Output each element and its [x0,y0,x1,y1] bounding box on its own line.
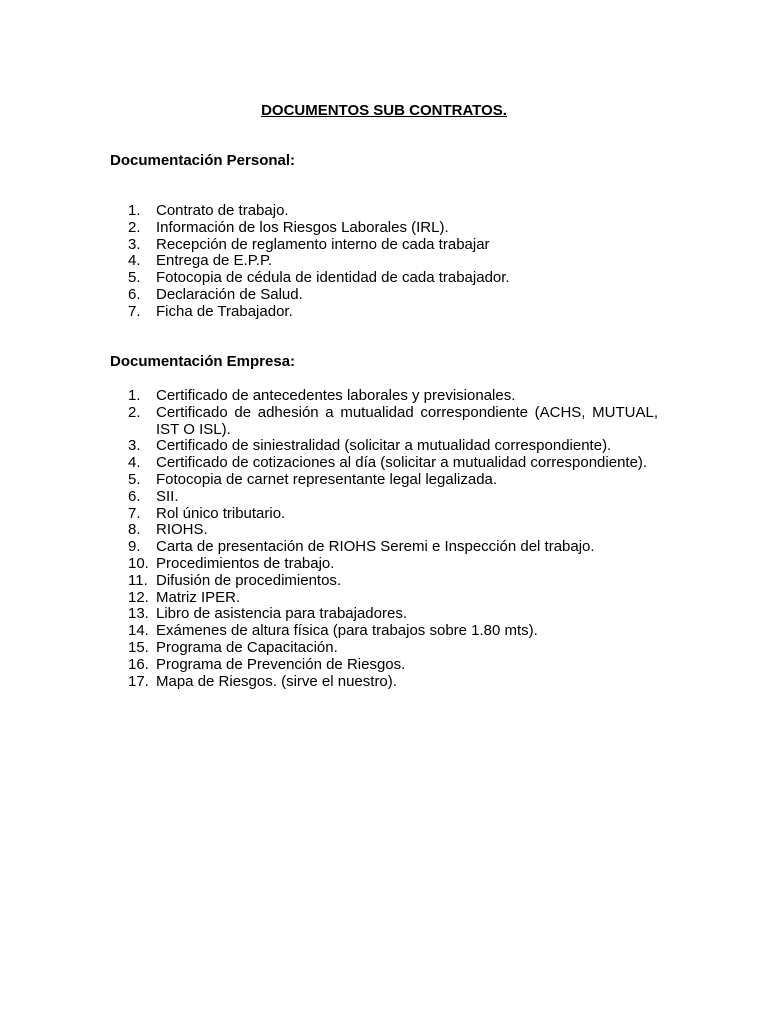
list-item-text: Certificado de cotizaciones al día (solicitar a mutualidad correspondiente). [156,454,648,472]
list-item-number: 6. [128,285,141,303]
list-item-number: 10. [128,554,149,572]
list-item-number: 17. [128,672,149,690]
list-item-number: 11. [128,571,148,589]
list-item-text: Recepción de reglamento interno de cada trabajar [156,235,490,253]
personal-documents-list [128,203,658,321]
list-item [128,287,658,304]
list-item-text: Matriz IPER. [156,588,241,606]
list-item [128,203,658,220]
list-item [128,623,658,640]
list-item-text: Fotocopia de cédula de identidad de cada trabajador. [156,269,510,287]
list-item [128,590,658,607]
list-item-text: Carta de presentación de RIOHS Seremi e Inspección del trabajo. [156,538,595,556]
list-item-number: 14. [128,622,149,640]
list-item-text: Programa de Prevención de Riesgos. [156,655,406,673]
list-item-text: Información de los Riesgos Laborales (IRL). [156,218,449,236]
list-item-number: 7. [128,504,141,522]
list-item-text: Rol único tributario. [156,504,286,522]
list-item-text: Fotocopia de carnet representante legal legalizada. [156,470,498,488]
company-documents-list [128,388,658,690]
list-item-number: 5. [128,269,141,287]
list-item [128,573,658,590]
list-item-text: Certificado de adhesión a mutualidad correspondiente (ACHS, MUTUAL, IST O ISL). [156,403,658,438]
list-item [128,405,658,439]
list-item-number: 1. [128,202,141,219]
list-item [128,657,658,674]
list-item [128,674,658,691]
section-heading-empresa: Documentación Empresa: [110,353,296,370]
list-item-text: Declaración de Salud. [156,285,303,303]
list-item-text: Certificado de siniestralidad (solicitar a mutualidad correspondiente). [156,437,612,455]
list-item [128,606,658,623]
list-item [128,253,658,270]
list-item-number: 8. [128,521,141,539]
list-item [128,640,658,657]
list-item-number: 7. [128,302,141,320]
list-item-text: Ficha de Trabajador. [156,302,293,320]
list-item [128,388,658,405]
list-item-number: 4. [128,252,141,270]
list-item-text: Difusión de procedimientos. [156,571,342,589]
list-item-number: 1. [128,387,141,404]
list-item [128,522,658,539]
list-item-number: 3. [128,235,141,253]
list-item-text: Procedimientos de trabajo. [156,554,335,572]
list-item [128,455,658,472]
list-item [128,506,658,523]
list-item-number: 13. [128,605,149,623]
list-item-text: Exámenes de altura física (para trabajos sobre 1.80 mts). [156,622,538,640]
list-item [128,472,658,489]
list-item-text: Entrega de E.P.P. [156,252,273,270]
list-item [128,270,658,287]
list-item-number: 12. [128,588,149,606]
list-item [128,539,658,556]
list-item-number: 6. [128,487,141,505]
list-item-text: Libro de asistencia para trabajadores. [156,605,407,623]
list-item-number: 4. [128,454,141,472]
list-item [128,489,658,506]
section-heading-personal: Documentación Personal: [110,152,296,169]
list-item-number: 2. [128,403,141,421]
list-item-text: Programa de Capacitación. [156,638,338,656]
list-item [128,237,658,254]
list-item-number: 16. [128,655,149,673]
list-item [128,304,658,321]
list-item-number: 9. [128,538,141,556]
list-item-text: Certificado de antecedentes laborales y previsionales. [156,387,516,404]
list-item-text: Contrato de trabajo. [156,202,289,219]
list-item [128,220,658,237]
document-title: DOCUMENTOS SUB CONTRATOS. [261,102,507,119]
list-item-number: 2. [128,218,141,236]
list-item [128,438,658,455]
list-item-text: RIOHS. [156,521,208,539]
list-item-number: 5. [128,470,141,488]
list-item [128,556,658,573]
list-item-number: 15. [128,638,149,656]
list-item-text: SII. [156,487,179,505]
list-item-number: 3. [128,437,141,455]
list-item-text: Mapa de Riesgos. (sirve el nuestro). [156,672,397,690]
